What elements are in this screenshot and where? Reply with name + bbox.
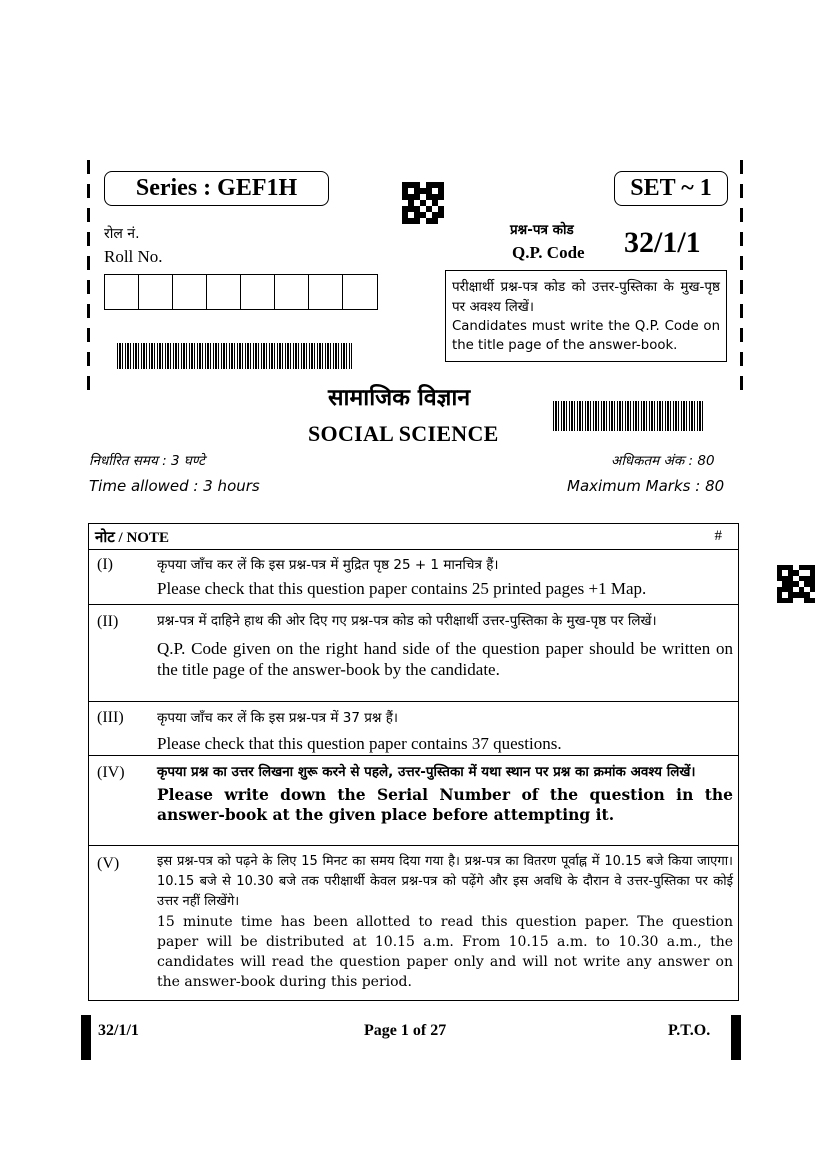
note-item-english: Please write down the Serial Number of the question in the answer-book at the given place before attempting it. xyxy=(157,785,733,824)
page-number: Page 1 of 27 xyxy=(364,1022,447,1039)
subject-title: SOCIAL SCIENCE xyxy=(308,421,499,446)
note-item xyxy=(89,701,738,755)
time-allowed: Time allowed : 3 hours xyxy=(89,477,260,495)
note-item-hindi: कृपया जाँच कर लें कि इस प्रश्न-पत्र में मुद्रित पृष्ठ 25 + 1 मानचित्र हैं। xyxy=(157,557,499,573)
note-item xyxy=(89,552,738,604)
footer-left-bar xyxy=(81,1015,91,1060)
qp-code-label-hindi: प्रश्न-पत्र कोड xyxy=(510,222,574,238)
left-edge-mark xyxy=(87,160,90,400)
roll-number-label: Roll No. xyxy=(104,247,163,266)
note-item xyxy=(89,755,738,845)
series-label: Series : GEF1H xyxy=(104,171,329,206)
pto-label: P.T.O. xyxy=(668,1022,711,1039)
set-label: SET ~ 1 xyxy=(614,171,728,206)
barcode-left xyxy=(117,343,352,369)
qp-code-value: 32/1/1 xyxy=(624,226,701,259)
qp-code-instruction-box xyxy=(445,270,727,362)
max-marks-hindi: अधिकतम अंक : 80 xyxy=(611,453,715,469)
roll-cell[interactable] xyxy=(241,275,275,309)
note-item-hindi: कृपया जाँच कर लें कि इस प्रश्न-पत्र में 37 प्रश्न हैं। xyxy=(157,710,399,726)
time-allowed-hindi: निर्धारित समय : 3 घण्टे xyxy=(89,453,205,469)
note-item-number: (I) xyxy=(97,556,113,573)
note-item-hindi: प्रश्न-पत्र में दाहिने हाथ की ओर दिए गए प्रश्न-पत्र कोड को परीक्षार्थी उत्तर-पुस्तिका के मुख-पृष्ठ पर लिखें। xyxy=(157,613,657,629)
note-item-number: (V) xyxy=(97,855,120,872)
roll-cell[interactable] xyxy=(139,275,173,309)
qp-code-label: Q.P. Code xyxy=(512,243,585,262)
roll-cell[interactable] xyxy=(207,275,241,309)
note-item xyxy=(89,845,738,1000)
note-heading: नोट / NOTE xyxy=(95,530,169,546)
roll-cell[interactable] xyxy=(343,275,377,309)
subject-title-hindi: सामाजिक विज्ञान xyxy=(328,385,471,411)
note-item-hindi: इस प्रश्न-पत्र को पढ़ने के लिए 15 मिनट का समय दिया गया है। प्रश्न-पत्र का वितरण पूर्वाह्न में 10.15 बजे किया जाएगा। 10.15 बजे से 10.30 बजे तक परीक्षार्थी केवल प्रश्न-पत्र को पढ़ेंगे और इस अवधि के दौरान वे उत्तर-पुस्तिका पर कोई उत्तर नहीं लिखेंगे। xyxy=(157,854,733,909)
side-qr-code-icon xyxy=(777,565,815,603)
max-marks: Maximum Marks : 80 xyxy=(567,477,725,495)
roll-cell[interactable] xyxy=(105,275,139,309)
instruction-hindi: परीक्षार्थी प्रश्न-पत्र कोड को उत्तर-पुस्तिका के मुख-पृष्ठ पर अवश्य लिखें। xyxy=(452,279,720,315)
note-item xyxy=(89,604,738,701)
note-item-english: Please check that this question paper contains 37 questions. xyxy=(157,734,562,753)
footer-code: 32/1/1 xyxy=(98,1022,139,1039)
note-item-number: (IV) xyxy=(97,764,125,781)
barcode-right xyxy=(553,401,705,431)
note-item-english: Q.P. Code given on the right hand side of the question paper should be written on the title page of the answer-book by the candidate. xyxy=(157,639,733,679)
qr-code-icon xyxy=(402,182,444,224)
note-item-number: (II) xyxy=(97,613,119,630)
roll-cell[interactable] xyxy=(309,275,343,309)
footer-right-bar xyxy=(731,1015,741,1060)
roll-number-boxes[interactable] xyxy=(104,274,378,310)
note-item-english: 15 minute time has been allotted to read this question paper. The question paper will be distributed at 10.15 a.m. From 10.15 a.m. to 10.30 a.m., the candidates will read the question paper only and will not write any answer on the answer-book during this period. xyxy=(157,914,733,990)
right-edge-mark xyxy=(740,160,743,400)
roll-cell[interactable] xyxy=(173,275,207,309)
instruction-english: Candidates must write the Q.P. Code on the title page of the answer-book. xyxy=(452,319,720,353)
note-hash: # xyxy=(714,528,722,544)
roll-number-label-hindi: रोल नं. xyxy=(104,226,140,242)
note-item-hindi: कृपया प्रश्न का उत्तर लिखना शुरू करने से पहले, उत्तर-पुस्तिका में यथा स्थान पर प्रश्न का क्रमांक अवश्य लिखें। xyxy=(157,764,696,780)
note-item-english: Please check that this question paper contains 25 printed pages +1 Map. xyxy=(157,579,647,598)
roll-cell[interactable] xyxy=(275,275,309,309)
note-header xyxy=(89,524,738,550)
note-item-number: (III) xyxy=(97,709,124,726)
note-box xyxy=(88,523,739,1001)
